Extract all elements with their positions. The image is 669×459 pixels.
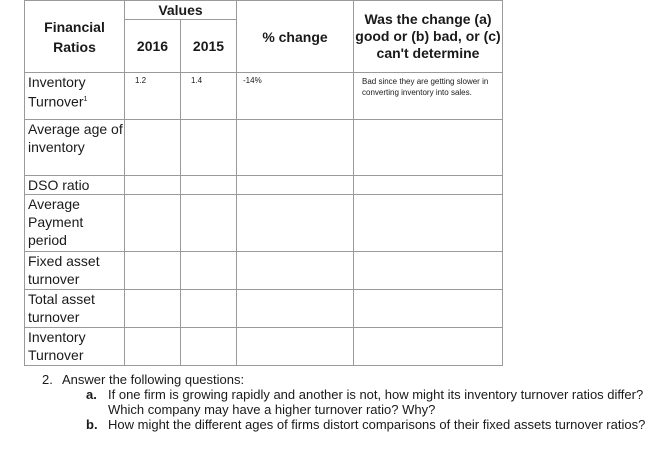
- value-2016: 1.2: [125, 73, 181, 120]
- header-year-2015: 2015: [181, 20, 237, 73]
- question-heading: [40, 372, 660, 387]
- value-2016: [125, 120, 181, 176]
- ratio-label: Inventory Turnover: [25, 328, 125, 366]
- footnote-marker: 1: [83, 96, 88, 103]
- table-row: [25, 252, 503, 290]
- value-2016: [125, 195, 181, 252]
- question-text: How might the different ages of firms distort comparisons of their fixed assets turnover ratios?: [108, 417, 646, 432]
- question-text: If one firm is growing rapidly and another is not, how might its inventory turnover ratios differ? Which company may have a higher turnover ratio? Why?: [108, 387, 644, 417]
- ratio-label: [25, 73, 125, 120]
- ratio-label: Fixed asset turnover: [25, 252, 125, 290]
- value-2016: [125, 328, 181, 366]
- question-letter: a.: [86, 387, 97, 402]
- ratio-label: DSO ratio: [25, 176, 125, 195]
- question-item-a: [86, 387, 660, 417]
- pct-change-value: -14%: [237, 73, 354, 120]
- table-row: [25, 120, 503, 176]
- assessment-note: [354, 290, 503, 328]
- pct-change-value: [237, 290, 354, 328]
- ratio-label: Average age of inventory: [25, 120, 125, 176]
- table-row: [25, 290, 503, 328]
- header-values: Values: [125, 1, 237, 20]
- financial-ratios-table: [24, 0, 503, 366]
- table-row: [25, 328, 503, 366]
- question-letter: b.: [86, 417, 98, 432]
- header-row-top: [25, 1, 503, 20]
- ratio-label: Average Payment period: [25, 195, 125, 252]
- pct-change-value: [237, 195, 354, 252]
- value-2015: [181, 328, 237, 366]
- value-2016: [125, 252, 181, 290]
- pct-change-value: [237, 176, 354, 195]
- assessment-note: [354, 195, 503, 252]
- assessment-note: Bad since they are getting slower in converting inventory into sales.: [354, 73, 503, 120]
- assessment-note: [354, 252, 503, 290]
- ratio-label: Total asset turnover: [25, 290, 125, 328]
- pct-change-value: [237, 120, 354, 176]
- value-2015: [181, 120, 237, 176]
- assessment-note: [354, 176, 503, 195]
- value-2015: [181, 290, 237, 328]
- table-row: [25, 195, 503, 252]
- value-2015: [181, 252, 237, 290]
- table-row: [25, 73, 503, 120]
- header-was-change: Was the change (a) good or (b) bad, or (c) can't determine: [354, 1, 503, 73]
- ratio-label-text: Inventory Turnover: [28, 74, 86, 110]
- header-pct-change: % change: [237, 1, 354, 73]
- pct-change-value: [237, 252, 354, 290]
- questions-section: [40, 372, 660, 432]
- table-row: [25, 176, 503, 195]
- value-2016: [125, 290, 181, 328]
- value-2015: [181, 176, 237, 195]
- question-item-b: [86, 417, 660, 432]
- assessment-note: [354, 120, 503, 176]
- assessment-note: [354, 328, 503, 366]
- value-2015: 1.4: [181, 73, 237, 120]
- pct-change-value: [237, 328, 354, 366]
- header-financial-ratios: Financial Ratios: [25, 1, 125, 73]
- value-2016: [125, 176, 181, 195]
- value-2015: [181, 195, 237, 252]
- question-title: Answer the following questions:: [62, 372, 245, 387]
- header-year-2016: 2016: [125, 20, 181, 73]
- question-number: 2.: [42, 372, 53, 387]
